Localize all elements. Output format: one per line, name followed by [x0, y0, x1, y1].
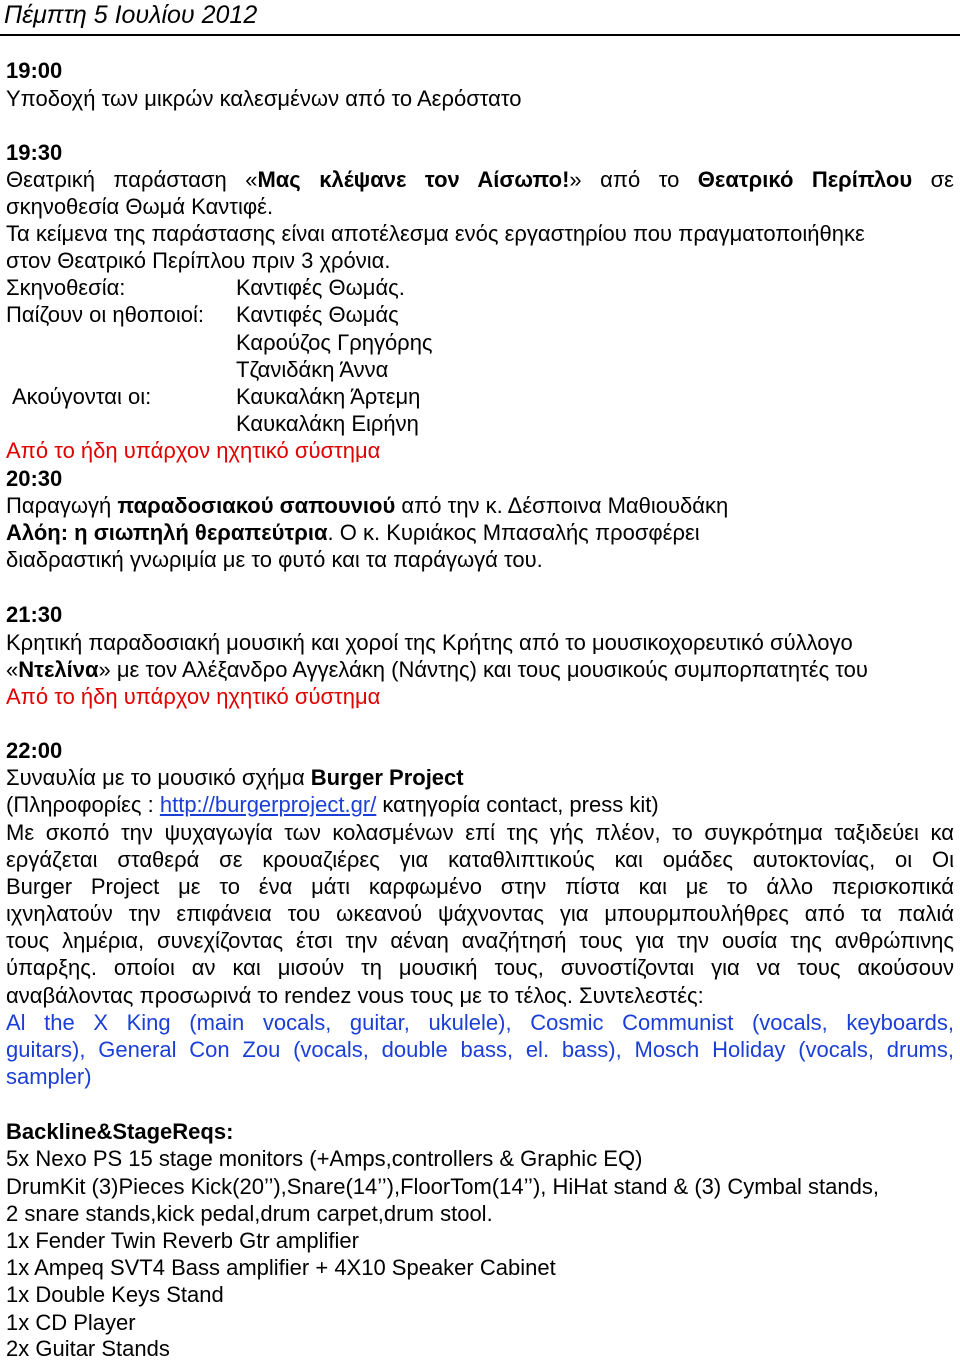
backline-item: 5x Nexo PS 15 stage monitors (+Amps,controllers & Graphic EQ) [6, 1146, 643, 1171]
backline-item: 1x CD Player [6, 1310, 136, 1335]
text-run: Θεατρική παράσταση « [6, 167, 258, 192]
band-description-line: Burger Project με το ένα μάτι καρφωμένο στην πίστα και με το άλλο περισκοπικά [6, 874, 954, 899]
backline-item: 1x Fender Twin Reverb Gtr amplifier [6, 1228, 359, 1253]
band-description-line: ιχνηλατούν την επιφάνεια του ωκεανού ψάχνοντας για μπουρμπουλήθρες από τα παλιά [6, 901, 954, 926]
band-name: Burger Project [310, 765, 464, 790]
play-title: Μας κλέψανε τον Αίσωπο! [257, 167, 570, 192]
band-members-line: sampler) [6, 1064, 92, 1089]
event-1930-line-1 [6, 167, 954, 193]
soap-title: παραδοσιακού σαπουνιού [117, 493, 396, 518]
date-title: Πέμπτη 5 Ιουλίου 2012 [4, 1, 258, 29]
backline-title: Backline&StageReqs: [6, 1119, 234, 1144]
event-time-2030: 20:30 [6, 466, 63, 491]
text-run: από την κ. Δέσποινα Μαθιουδάκη [395, 493, 729, 518]
event-1930-line-3: Τα κείμενα της παράστασης είναι αποτέλεσμα ενός εργαστηρίου που πραγματοποιήθηκε [6, 221, 865, 246]
backline-item: 1x Ampeq SVT4 Bass amplifier + 4X10 Speaker Cabinet [6, 1255, 556, 1280]
theatre-name: Θεατρικό Περίπλου [697, 167, 913, 192]
band-description-line: εργάζεται σταθερά σε κρουαζιέρες για καταθλιπτικούς και ομάδες αυτοκτονίας, οι Οι [6, 847, 954, 872]
event-text-1900: Υποδοχή των μικρών καλεσμένων από το Αερόστατο [6, 86, 522, 111]
event-2030-line-3: διαδραστική γνωριμία με το φυτό και τα παράγωγά του. [6, 547, 543, 572]
event-2130-line-2 [6, 657, 868, 683]
band-members-line: Al the X King (main vocals, guitar, ukulele), Cosmic Communist (vocals, keyboards, [6, 1010, 954, 1035]
event-time-2200: 22:00 [6, 738, 63, 763]
actor-name: Καντιφές Θωμάς [236, 302, 399, 327]
event-time-1930: 19:30 [6, 140, 63, 165]
backline-item: 2x Guitar Stands [6, 1336, 170, 1361]
text-run: . Ο κ. Κυριάκος Μπασαλής προσφέρει [327, 520, 700, 545]
voice-name: Καυκαλάκη Ειρήνη [236, 411, 419, 436]
event-1930-line-2: σκηνοθεσία Θωμά Καντιφέ. [6, 194, 274, 219]
event-2030-line-2 [6, 520, 700, 546]
voices-label: Ακούγονται οι: [12, 384, 152, 409]
band-description-line: τους λημέρια, συνεχίζοντας έτσι την αέναη αναζήτησή τους για την ουσία της ανθρώπινης [6, 928, 954, 953]
text-run: » από το [569, 167, 698, 192]
event-2200-line-1 [6, 765, 464, 791]
band-description-line: ύπαρξης. οποίοι αν και μισούν τη μουσική τους, συνοστίζονται για να τους ακούσουν [6, 955, 954, 980]
text-run: « [6, 657, 19, 682]
date-header [0, 0, 960, 36]
event-2130-line-1: Κρητική παραδοσιακή μουσική και χοροί της Κρήτης από το μουσικοχορευτικό σύλλογο [6, 630, 853, 655]
event-time-2130: 21:30 [6, 602, 63, 627]
group-name: Ντελίνα [18, 657, 99, 682]
actor-name: Καρούζος Γρηγόρης [236, 330, 433, 355]
band-description-line: Με σκοπό την ψυχαγωγία των κολασμένων επί της γής πλέον, το συγκρότημα ταξιδεύει κα [6, 820, 954, 845]
band-description-line: αναβάλοντας προσωρινά το rendez vous τους με το τέλος. Συντελεστές: [6, 983, 704, 1008]
text-run: (Πληροφορίες : [6, 792, 160, 817]
sound-system-note: Από το ήδη υπάρχον ηχητικό σύστημα [6, 684, 381, 709]
text-run: κατηγορία contact, press kit) [376, 792, 659, 817]
text-run: σε [912, 167, 954, 192]
sound-system-note: Από το ήδη υπάρχον ηχητικό σύστημα [6, 438, 381, 463]
text-run: Συναυλία με το μουσικό σχήμα [6, 765, 311, 790]
backline-item: 2 snare stands,kick pedal,drum carpet,drum stool. [6, 1201, 493, 1226]
aloe-title: Αλόη: η σιωπηλή θεραπεύτρια [6, 520, 328, 545]
event-time-1900: 19:00 [6, 58, 63, 83]
voice-name: Καυκαλάκη Άρτεμη [236, 384, 421, 409]
event-2030-line-1 [6, 493, 728, 519]
event-1930-line-4: στον Θεατρικό Περίπλου πριν 3 χρόνια. [6, 248, 391, 273]
actors-label: Παίζουν οι ηθοποιοί: [6, 302, 204, 327]
band-website-link[interactable]: http://burgerproject.gr/ [159, 792, 377, 817]
text-run: Παραγωγή [6, 493, 118, 518]
director-label: Σκηνοθεσία: [6, 275, 126, 300]
director-name: Καντιφές Θωμάς. [236, 275, 405, 300]
backline-item: DrumKit (3)Pieces Kick(20’’),Snare(14’’),FloorTom(14’’), HiHat stand & (3) Cymbal stands, [6, 1174, 879, 1199]
backline-item: 1x Double Keys Stand [6, 1282, 224, 1307]
event-2200-line-2 [6, 792, 659, 818]
text-run: » με τον Αλέξανδρο Αγγελάκη (Νάντης) και τους μουσικούς συμπορπατητές του [98, 657, 868, 682]
actor-name: Τζανιδάκη Άννα [236, 357, 389, 382]
band-members-line: guitars), General Con Zou (vocals, double bass, el. bass), Mosch Holiday (vocals, drums, [6, 1037, 954, 1062]
